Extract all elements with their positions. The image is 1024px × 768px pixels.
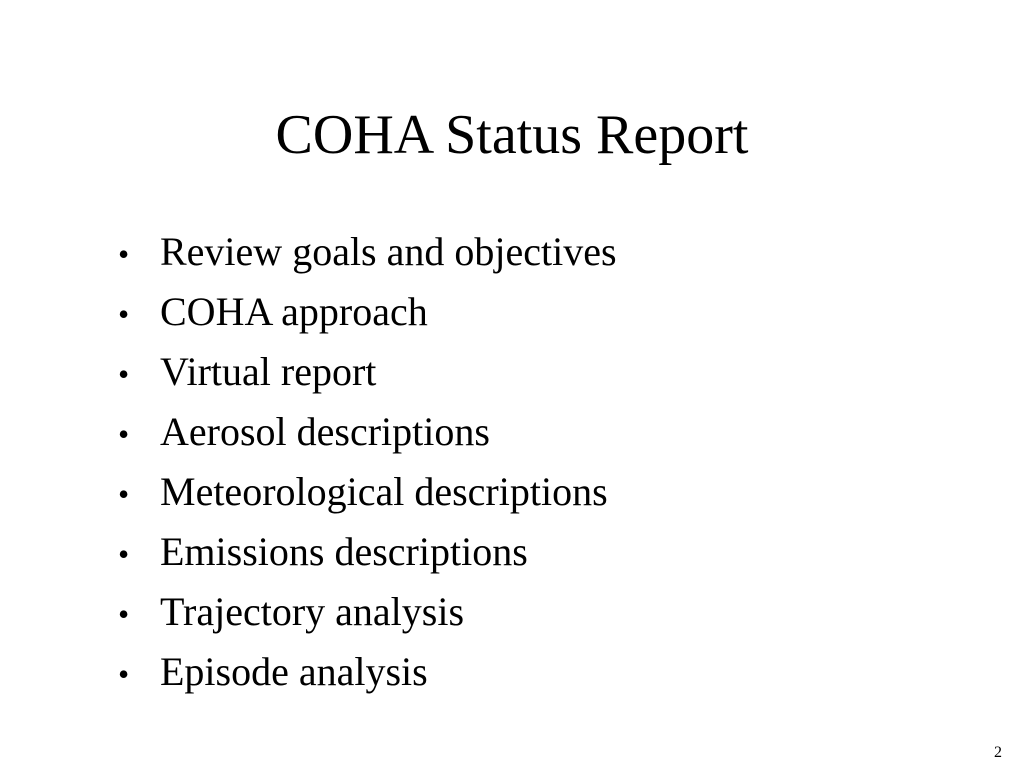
bullet-item bbox=[118, 222, 617, 282]
bullet-icon: • bbox=[118, 476, 130, 512]
bullet-icon: • bbox=[118, 536, 130, 572]
bullet-icon: • bbox=[118, 356, 130, 392]
bullet-text: Virtual report bbox=[160, 349, 377, 394]
bullet-item bbox=[118, 462, 617, 522]
bullet-icon: • bbox=[118, 236, 130, 272]
bullet-item bbox=[118, 342, 617, 402]
bullet-item bbox=[118, 282, 617, 342]
bullet-icon: • bbox=[118, 416, 130, 452]
bullet-icon: • bbox=[118, 296, 130, 332]
bullet-text: Aerosol descriptions bbox=[160, 409, 490, 454]
bullet-item bbox=[118, 582, 617, 642]
bullet-text: Episode analysis bbox=[160, 649, 428, 694]
bullet-text: Review goals and objectives bbox=[160, 229, 617, 274]
bullet-text: Emissions descriptions bbox=[160, 529, 528, 574]
bullet-text: Meteorological descriptions bbox=[160, 469, 608, 514]
bullet-text: COHA approach bbox=[160, 289, 428, 334]
bullet-text: Trajectory analysis bbox=[160, 589, 465, 634]
bullet-item bbox=[118, 402, 617, 462]
bullet-icon: • bbox=[118, 596, 130, 632]
bullet-list bbox=[118, 222, 617, 702]
bullet-item bbox=[118, 642, 617, 702]
bullet-item bbox=[118, 522, 617, 582]
bullet-icon: • bbox=[118, 656, 130, 692]
page-number: 2 bbox=[994, 744, 1002, 761]
slide-title: COHA Status Report bbox=[275, 104, 749, 166]
